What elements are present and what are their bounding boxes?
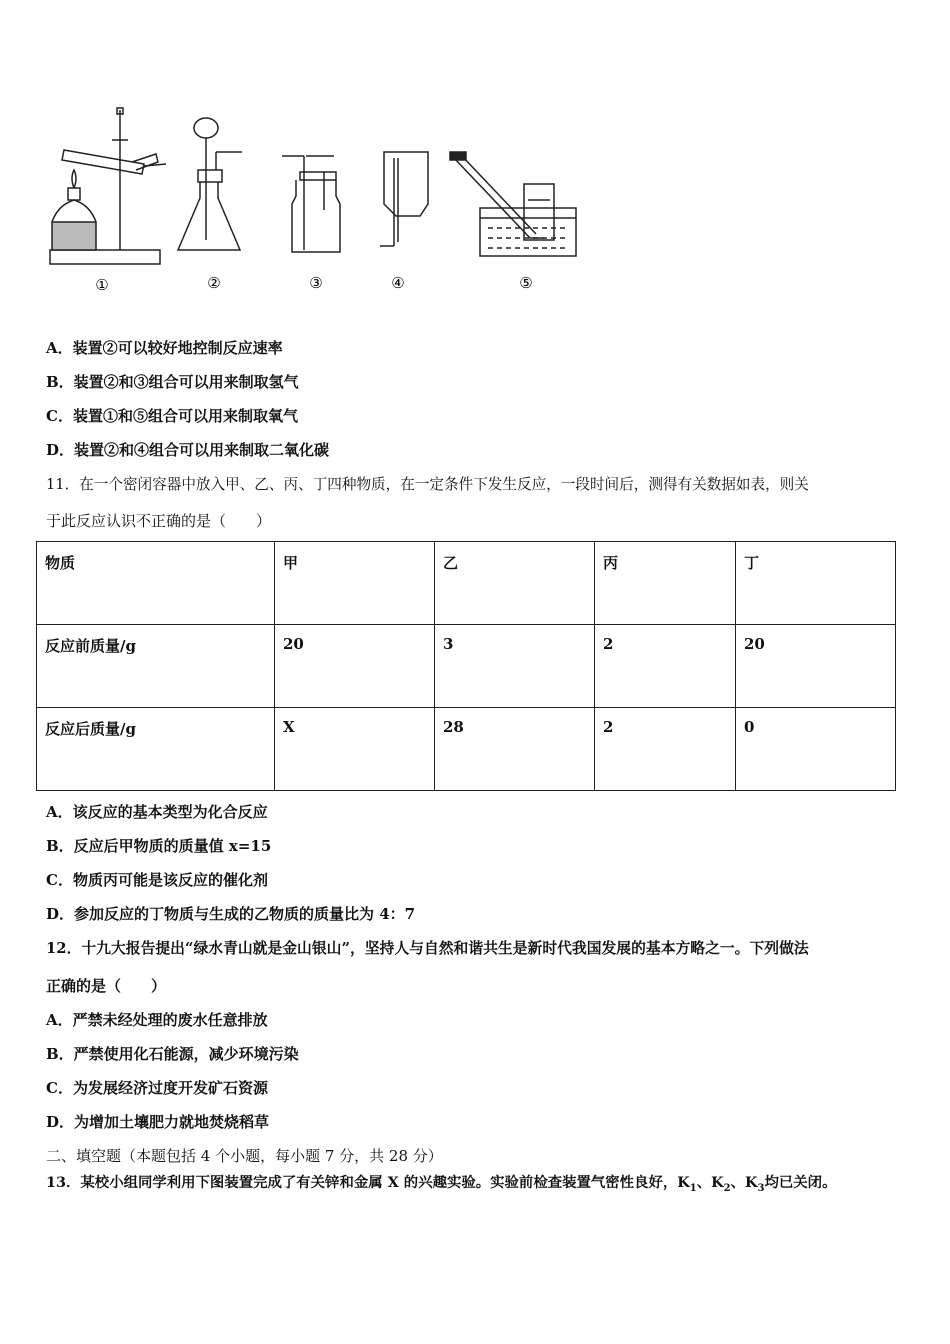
q11-stem-line1: 11．在一个密闭容器中放入甲、乙、丙、丁四种物质，在一定条件下发生反应，一段时间后，测得有关数据如表，则关 bbox=[46, 476, 809, 493]
table-cell: 乙 bbox=[435, 542, 595, 625]
k1-label: K bbox=[677, 1174, 690, 1191]
table-cell: 甲 bbox=[275, 542, 435, 625]
q13-stem-main: 13．某校小组同学利用下图装置完成了有关锌和金属 X 的兴趣实验。实验前检查装置气密性良好， bbox=[46, 1174, 678, 1191]
q11-option-c: C．物质丙可能是该反应的催化剂 bbox=[46, 871, 268, 889]
separator: 、 bbox=[696, 1174, 712, 1191]
table-cell: 20 bbox=[736, 625, 896, 708]
k3-label: K bbox=[745, 1174, 758, 1191]
table-cell: 28 bbox=[435, 708, 595, 791]
k3-subscript: 3 bbox=[757, 1182, 765, 1194]
apparatus-1 bbox=[50, 108, 166, 264]
q10-option-b: B．装置②和③组合可以用来制取氢气 bbox=[46, 373, 299, 391]
q10-option-d: D．装置②和④组合可以用来制取二氧化碳 bbox=[46, 441, 330, 459]
figure-label-4: ④ bbox=[391, 274, 405, 292]
q10-option-c: C．装置①和⑤组合可以用来制取氧气 bbox=[46, 407, 298, 425]
q10-option-a: A．装置②可以较好地控制反应速率 bbox=[46, 339, 283, 357]
table-cell: 丁 bbox=[736, 542, 896, 625]
q12-option-d: D．为增加土壤肥力就地焚烧稻草 bbox=[46, 1113, 270, 1131]
apparatus-figure bbox=[44, 100, 604, 300]
figure-label-2: ② bbox=[207, 274, 221, 292]
table-cell: 20 bbox=[275, 625, 435, 708]
table-cell: 0 bbox=[736, 708, 896, 791]
q11-option-a: A．该反应的基本类型为化合反应 bbox=[46, 803, 268, 821]
q12-stem-line1: 12．十九大报告提出“绿水青山就是金山银山”，坚持人与自然和谐共生是新时代我国发展的基本方略之一。下列做法 bbox=[46, 940, 809, 957]
apparatus-5 bbox=[450, 152, 576, 256]
k1-subscript: 1 bbox=[689, 1182, 697, 1194]
figure-label-3: ③ bbox=[309, 274, 323, 292]
k2-subscript: 2 bbox=[723, 1182, 731, 1194]
q12-stem-line2: 正确的是（ ） bbox=[46, 977, 167, 995]
table-cell: 丙 bbox=[595, 542, 736, 625]
table-cell: 3 bbox=[435, 625, 595, 708]
q13-stem-end: 均已关闭。 bbox=[764, 1174, 837, 1191]
table-cell: 2 bbox=[595, 708, 736, 791]
table-cell: 反应前质量/g bbox=[37, 625, 275, 708]
q12-option-b: B．严禁使用化石能源，减少环境污染 bbox=[46, 1045, 299, 1063]
q11-option-d: D．参加反应的丁物质与生成的乙物质的质量比为 4：7 bbox=[46, 905, 416, 923]
figure-label-1: ① bbox=[95, 276, 109, 294]
q13-stem bbox=[46, 1171, 836, 1194]
figure-label-5: ⑤ bbox=[519, 274, 533, 292]
q11-stem-line2: 于此反应认识不正确的是（ ） bbox=[46, 512, 272, 530]
table-cell: 反应后质量/g bbox=[37, 708, 275, 791]
q12-option-a: A．严禁未经处理的废水任意排放 bbox=[46, 1011, 268, 1029]
apparatus-2 bbox=[178, 118, 242, 250]
table-row bbox=[37, 542, 896, 625]
q11-option-b: B．反应后甲物质的质量值 x=15 bbox=[46, 837, 272, 855]
table-row bbox=[37, 625, 896, 708]
q11-data-table bbox=[36, 541, 896, 791]
section2-title: 二、填空题（本题包括 4 个小题，每小题 7 分，共 28 分） bbox=[46, 1147, 443, 1165]
table-row bbox=[37, 708, 896, 791]
k2-label: K bbox=[711, 1174, 724, 1191]
apparatus-4 bbox=[380, 152, 428, 246]
table-cell: 2 bbox=[595, 625, 736, 708]
separator: 、 bbox=[730, 1174, 746, 1191]
q12-option-c: C．为发展经济过度开发矿石资源 bbox=[46, 1079, 268, 1097]
table-cell: 物质 bbox=[37, 542, 275, 625]
apparatus-3 bbox=[282, 156, 340, 252]
table-cell: X bbox=[275, 708, 435, 791]
